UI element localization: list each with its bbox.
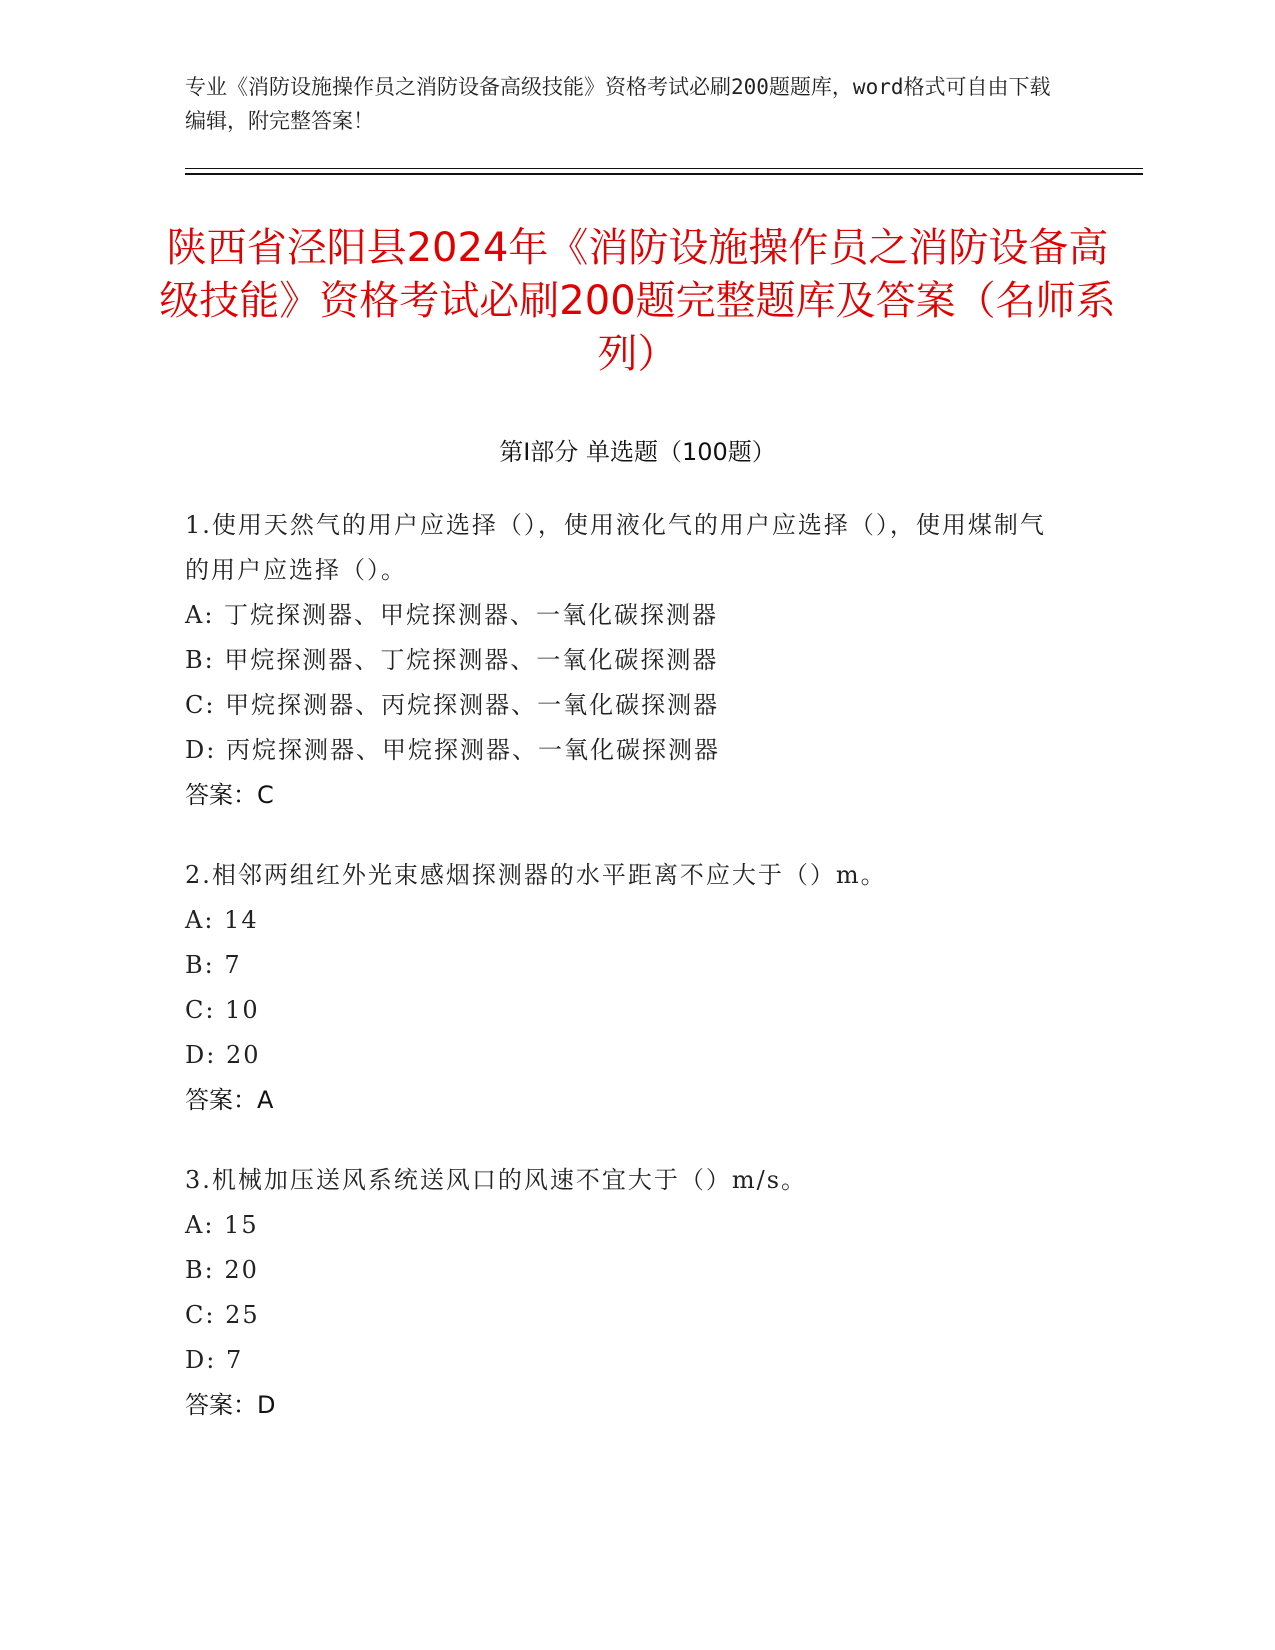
header-rule-thick: [185, 173, 1143, 175]
option-a: A: 14: [185, 906, 259, 934]
question-stem: 3.机械加压送风系统送风口的风速不宜大于（）m/s。: [185, 1166, 808, 1194]
option-c: C: 甲烷探测器、丙烷探测器、一氧化碳探测器: [185, 691, 720, 719]
option-a: A: 15: [185, 1211, 259, 1239]
header-rule-thin: [185, 168, 1143, 169]
option-d: D: 20: [185, 1041, 261, 1069]
question-3: [185, 1158, 1065, 1428]
option-b: B: 甲烷探测器、丁烷探测器、一氧化碳探测器: [185, 646, 719, 674]
question-stem: 2.相邻两组红外光束感烟探测器的水平距离不应大于（）m。: [185, 861, 887, 889]
option-a: A: 丁烷探测器、甲烷探测器、一氧化碳探测器: [185, 601, 719, 629]
answer: 答案：C: [185, 781, 274, 809]
answer: 答案：D: [185, 1391, 276, 1419]
question-2: [185, 853, 1065, 1123]
section-heading: 第Ⅰ部分 单选题（100题）: [499, 438, 776, 466]
question-1: [185, 503, 1065, 818]
header-note: 专业《消防设施操作员之消防设备高级技能》资格考试必刷200题题库，word格式可自由下载编辑，附完整答案！: [185, 75, 1051, 133]
option-b: B: 7: [185, 951, 242, 979]
option-b: B: 20: [185, 1256, 259, 1284]
option-d: D: 丙烷探测器、甲烷探测器、一氧化碳探测器: [185, 736, 720, 764]
question-stem: 1.使用天然气的用户应选择（），使用液化气的用户应选择（），使用煤制气的用户应选择（）。: [185, 511, 1046, 584]
option-d: D: 7: [185, 1346, 244, 1374]
document-title: 陕西省泾阳县2024年《消防设施操作员之消防设备高级技能》资格考试必刷200题完整题库及答案（名师系列）: [159, 225, 1116, 377]
answer: 答案：A: [185, 1086, 274, 1114]
option-c: C: 25: [185, 1301, 260, 1329]
option-c: C: 10: [185, 996, 260, 1024]
